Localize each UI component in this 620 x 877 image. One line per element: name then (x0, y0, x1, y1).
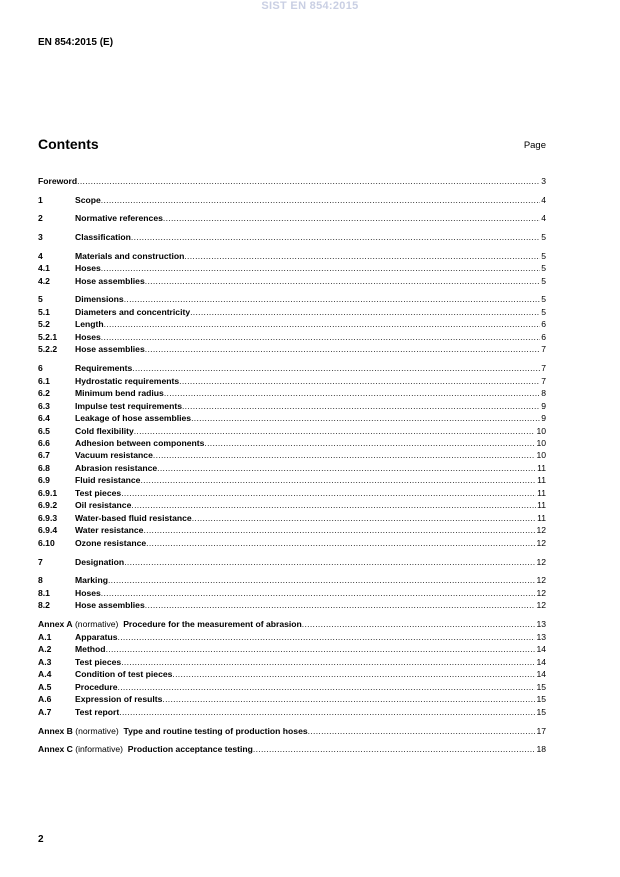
toc-entry[interactable] (38, 556, 546, 568)
toc-entry[interactable] (38, 437, 546, 449)
toc-entry[interactable] (38, 462, 546, 474)
toc-leader-dots (101, 331, 540, 343)
toc-leader-dots (134, 425, 536, 437)
toc-leader-dots (204, 437, 535, 449)
toc-page-number: 15 (536, 707, 546, 717)
toc-entry[interactable] (38, 449, 546, 461)
toc-entry[interactable] (38, 362, 546, 374)
toc-entry[interactable] (38, 231, 546, 243)
toc-leader-dots (131, 231, 540, 243)
toc-number: A.5 (38, 682, 52, 692)
toc-entry[interactable] (38, 706, 546, 718)
toc-leader-dots (157, 462, 536, 474)
toc-title: Designation (75, 557, 125, 567)
toc-entry[interactable] (38, 693, 546, 705)
watermark: SIST EN 854:2015 (261, 0, 359, 12)
toc-leader-dots (145, 343, 540, 355)
toc-number: 5 (38, 294, 43, 304)
toc-number: 5.2.2 (38, 344, 58, 354)
toc-title: Test pieces (75, 657, 122, 667)
toc-leader-dots (140, 474, 536, 486)
toc-entry[interactable] (38, 656, 546, 668)
toc-title: Classification (75, 232, 131, 242)
toc-title: Hoses (75, 263, 101, 273)
toc-leader-dots (143, 524, 535, 536)
toc-title: Scope (75, 195, 101, 205)
toc-number: 6.8 (38, 463, 50, 473)
toc-entry[interactable] (38, 618, 546, 630)
toc-entry[interactable] (38, 681, 546, 693)
toc-entry[interactable] (38, 474, 546, 486)
toc-leader-dots (124, 293, 541, 305)
toc-leader-dots (184, 250, 540, 262)
toc-leader-dots (119, 706, 535, 718)
toc-title: Impulse test requirements (75, 401, 182, 411)
toc-entry[interactable] (38, 318, 546, 330)
toc-entry[interactable] (38, 212, 546, 224)
toc-leader-dots (162, 693, 535, 705)
toc-entry[interactable] (38, 400, 546, 412)
toc-title: Hose assemblies (75, 276, 145, 286)
toc-page-number: 8 (541, 388, 546, 398)
toc-title: Marking (75, 575, 108, 585)
toc-entry[interactable] (38, 599, 546, 611)
toc-number: 6.9.1 (38, 488, 58, 498)
toc-page-number: 14 (536, 644, 546, 654)
toc-number: 6.2 (38, 388, 50, 398)
toc-title: Vacuum resistance (75, 450, 153, 460)
toc-title: Abrasion resistance (75, 463, 158, 473)
toc-annex-title: Procedure for the measurement of abrasion (123, 619, 302, 629)
toc-leader-dots (192, 512, 536, 524)
toc-number: 6.9 (38, 475, 50, 485)
page-column-label: Page (523, 140, 546, 151)
toc-page-number: 11 (537, 488, 546, 498)
toc-leader-dots (164, 387, 540, 399)
toc-leader-dots (108, 574, 535, 586)
toc-number: 6 (38, 363, 43, 373)
toc-title: Procedure (75, 682, 118, 692)
toc-entry[interactable] (38, 250, 546, 262)
toc-entry[interactable] (38, 343, 546, 355)
toc-leader-dots (101, 262, 540, 274)
toc-entry[interactable] (38, 631, 546, 643)
toc-page-number: 13 (536, 619, 546, 629)
toc-entry[interactable] (38, 306, 546, 318)
toc-number: 6.1 (38, 376, 50, 386)
toc-title: Hose assemblies (75, 344, 145, 354)
toc-entry[interactable] (38, 275, 546, 287)
toc-entry[interactable] (38, 537, 546, 549)
toc-entry[interactable] (38, 175, 546, 187)
toc-annex-type: (normative) (74, 619, 119, 629)
toc-leader-dots (104, 318, 541, 330)
toc-page-number: 18 (536, 744, 546, 754)
toc-page-number: 10 (536, 438, 546, 448)
toc-number: A.4 (38, 669, 52, 679)
toc-number: 4.2 (38, 276, 50, 286)
toc-page-number: 10 (536, 426, 546, 436)
toc-number: 5.2.1 (38, 332, 58, 342)
toc-number: 6.7 (38, 450, 50, 460)
toc-title: Diameters and concentricity (75, 307, 191, 317)
toc-number: 5.1 (38, 307, 50, 317)
toc-number: A.6 (38, 694, 52, 704)
toc-number: 4 (38, 251, 43, 261)
toc-number: 5.2 (38, 319, 50, 329)
toc-leader-dots (191, 412, 540, 424)
toc-number: 6.4 (38, 413, 50, 423)
toc-leader-dots (302, 618, 536, 630)
toc-leader-dots (253, 743, 536, 755)
toc-leader-dots (179, 375, 540, 387)
toc-annex-label: Annex B (38, 726, 73, 736)
toc-leader-dots (190, 306, 540, 318)
toc-title: Hoses (75, 588, 101, 598)
toc-annex-type: (informative) (75, 744, 124, 754)
toc-leader-dots (124, 556, 535, 568)
toc-leader-dots (145, 599, 536, 611)
toc-leader-dots (121, 487, 536, 499)
toc-number: 6.9.2 (38, 500, 58, 510)
toc-page-number: 5 (541, 232, 546, 242)
toc-page-number: 14 (536, 657, 546, 667)
toc-title: Apparatus (75, 632, 118, 642)
toc-number: A.2 (38, 644, 52, 654)
toc-leader-dots (131, 499, 536, 511)
contents-heading: Contents (38, 136, 99, 152)
toc-title: Oil resistance (75, 500, 132, 510)
toc-entry[interactable] (38, 574, 546, 586)
toc-page-number: 5 (541, 263, 546, 273)
toc-title: Leakage of hose assemblies (75, 413, 192, 423)
toc-annex-title: Production acceptance testing (127, 744, 253, 754)
toc-page-number: 11 (537, 500, 546, 510)
toc-number: 6.3 (38, 401, 50, 411)
toc-entry[interactable] (38, 643, 546, 655)
toc-annex-title: Type and routine testing of production hoses (123, 726, 308, 736)
toc-page-number: 5 (541, 251, 546, 261)
toc-page-number: 9 (541, 401, 546, 411)
toc-entry[interactable] (38, 293, 546, 305)
toc-entry[interactable] (38, 194, 546, 206)
toc-page-number: 12 (536, 600, 546, 610)
toc-number: 8.2 (38, 600, 50, 610)
toc-number: A.1 (38, 632, 52, 642)
toc-title: Length (75, 319, 104, 329)
toc-page-number: 11 (537, 475, 546, 485)
toc-number: 6.10 (38, 538, 55, 548)
toc-entry[interactable] (38, 668, 546, 680)
toc-page-number: 5 (541, 276, 546, 286)
toc-title: Requirements (75, 363, 133, 373)
toc-page-number: 5 (541, 307, 546, 317)
toc-number: A.3 (38, 657, 52, 667)
toc-annex-label: Annex C (38, 744, 73, 754)
toc-leader-dots (145, 275, 540, 287)
toc-entry[interactable] (38, 725, 546, 737)
toc-number: 6.5 (38, 426, 50, 436)
toc-entry[interactable] (38, 743, 546, 755)
toc-leader-dots (146, 537, 535, 549)
toc-number: 6.9.3 (38, 513, 58, 523)
toc-page-number: 10 (536, 450, 546, 460)
toc-page-number: 3 (541, 176, 546, 186)
toc-leader-dots (101, 194, 540, 206)
toc-entry[interactable] (38, 499, 546, 511)
toc-leader-dots (308, 725, 536, 737)
toc-title: Expression of results (75, 694, 163, 704)
toc-title: Foreword (38, 176, 78, 186)
toc-page-number: 12 (536, 538, 546, 548)
toc-title: Dimensions (75, 294, 124, 304)
toc-title: Cold flexibility (75, 426, 134, 436)
toc-entry[interactable] (38, 412, 546, 424)
toc-title: Materials and construction (75, 251, 185, 261)
toc-leader-dots (106, 643, 536, 655)
page-number: 2 (38, 834, 44, 845)
toc-number: 4.1 (38, 263, 50, 273)
toc-number: 1 (38, 195, 43, 205)
toc-page-number: 11 (537, 513, 546, 523)
toc-title: Fluid resistance (75, 475, 141, 485)
toc-leader-dots (153, 449, 536, 461)
toc-title: Minimum bend radius (75, 388, 164, 398)
toc-page-number: 9 (541, 413, 546, 423)
toc-page-number: 6 (541, 332, 546, 342)
toc-leader-dots (132, 362, 540, 374)
toc-leader-dots (172, 668, 535, 680)
toc-title: Test pieces (75, 488, 122, 498)
toc-page-number: 7 (541, 344, 546, 354)
toc-number: 8.1 (38, 588, 50, 598)
toc-annex-type: (normative) (75, 726, 119, 736)
toc-page-number: 15 (536, 694, 546, 704)
toc-title: Water-based fluid resistance (75, 513, 192, 523)
toc-leader-dots (77, 175, 540, 187)
toc-title: Adhesion between components (75, 438, 205, 448)
toc-page-number: 12 (536, 575, 546, 585)
toc-page-number: 12 (536, 557, 546, 567)
toc-leader-dots (118, 681, 536, 693)
toc-title: Ozone resistance (75, 538, 147, 548)
toc-entry[interactable] (38, 587, 546, 599)
toc-leader-dots (182, 400, 540, 412)
toc-title: Hoses (75, 332, 101, 342)
toc-page-number: 12 (536, 588, 546, 598)
toc-title: Condition of test pieces (75, 669, 173, 679)
toc-title: Test report (75, 707, 120, 717)
toc-entry[interactable] (38, 331, 546, 343)
toc-page-number: 12 (536, 525, 546, 535)
toc-entry[interactable] (38, 487, 546, 499)
toc-page-number: 17 (536, 726, 546, 736)
toc-leader-dots (163, 212, 540, 224)
toc-title: Hydrostatic requirements (75, 376, 180, 386)
toc-number: 3 (38, 232, 43, 242)
toc-page-number: 15 (536, 682, 546, 692)
toc-entry[interactable] (38, 262, 546, 274)
toc-title: Hose assemblies (75, 600, 145, 610)
toc-page-number: 6 (541, 319, 546, 329)
document-reference: EN 854:2015 (E) (38, 37, 114, 48)
toc-leader-dots (101, 587, 536, 599)
toc-number: 6.6 (38, 438, 50, 448)
toc-page-number: 13 (536, 632, 546, 642)
toc-title: Water resistance (75, 525, 144, 535)
toc-leader-dots (118, 631, 536, 643)
toc-number: 8 (38, 575, 43, 585)
toc-annex-label: Annex A (38, 619, 73, 629)
toc-entry[interactable] (38, 387, 546, 399)
toc-page-number: 7 (541, 376, 546, 386)
toc-entry[interactable] (38, 524, 546, 536)
toc-title: Normative references (75, 213, 163, 223)
toc-page-number: 7 (541, 363, 546, 373)
toc-number: 2 (38, 213, 43, 223)
toc-leader-dots (121, 656, 535, 668)
toc-title: Method (75, 644, 106, 654)
toc-entry[interactable] (38, 512, 546, 524)
toc-entry[interactable] (38, 425, 546, 437)
toc-number: A.7 (38, 707, 52, 717)
toc-page-number: 4 (541, 213, 546, 223)
toc-number: 6.9.4 (38, 525, 58, 535)
toc-page-number: 14 (536, 669, 546, 679)
toc-entry[interactable] (38, 375, 546, 387)
toc-number: 7 (38, 557, 43, 567)
toc-page-number: 4 (541, 195, 546, 205)
toc-page-number: 11 (537, 463, 546, 473)
toc-page-number: 5 (541, 294, 546, 304)
